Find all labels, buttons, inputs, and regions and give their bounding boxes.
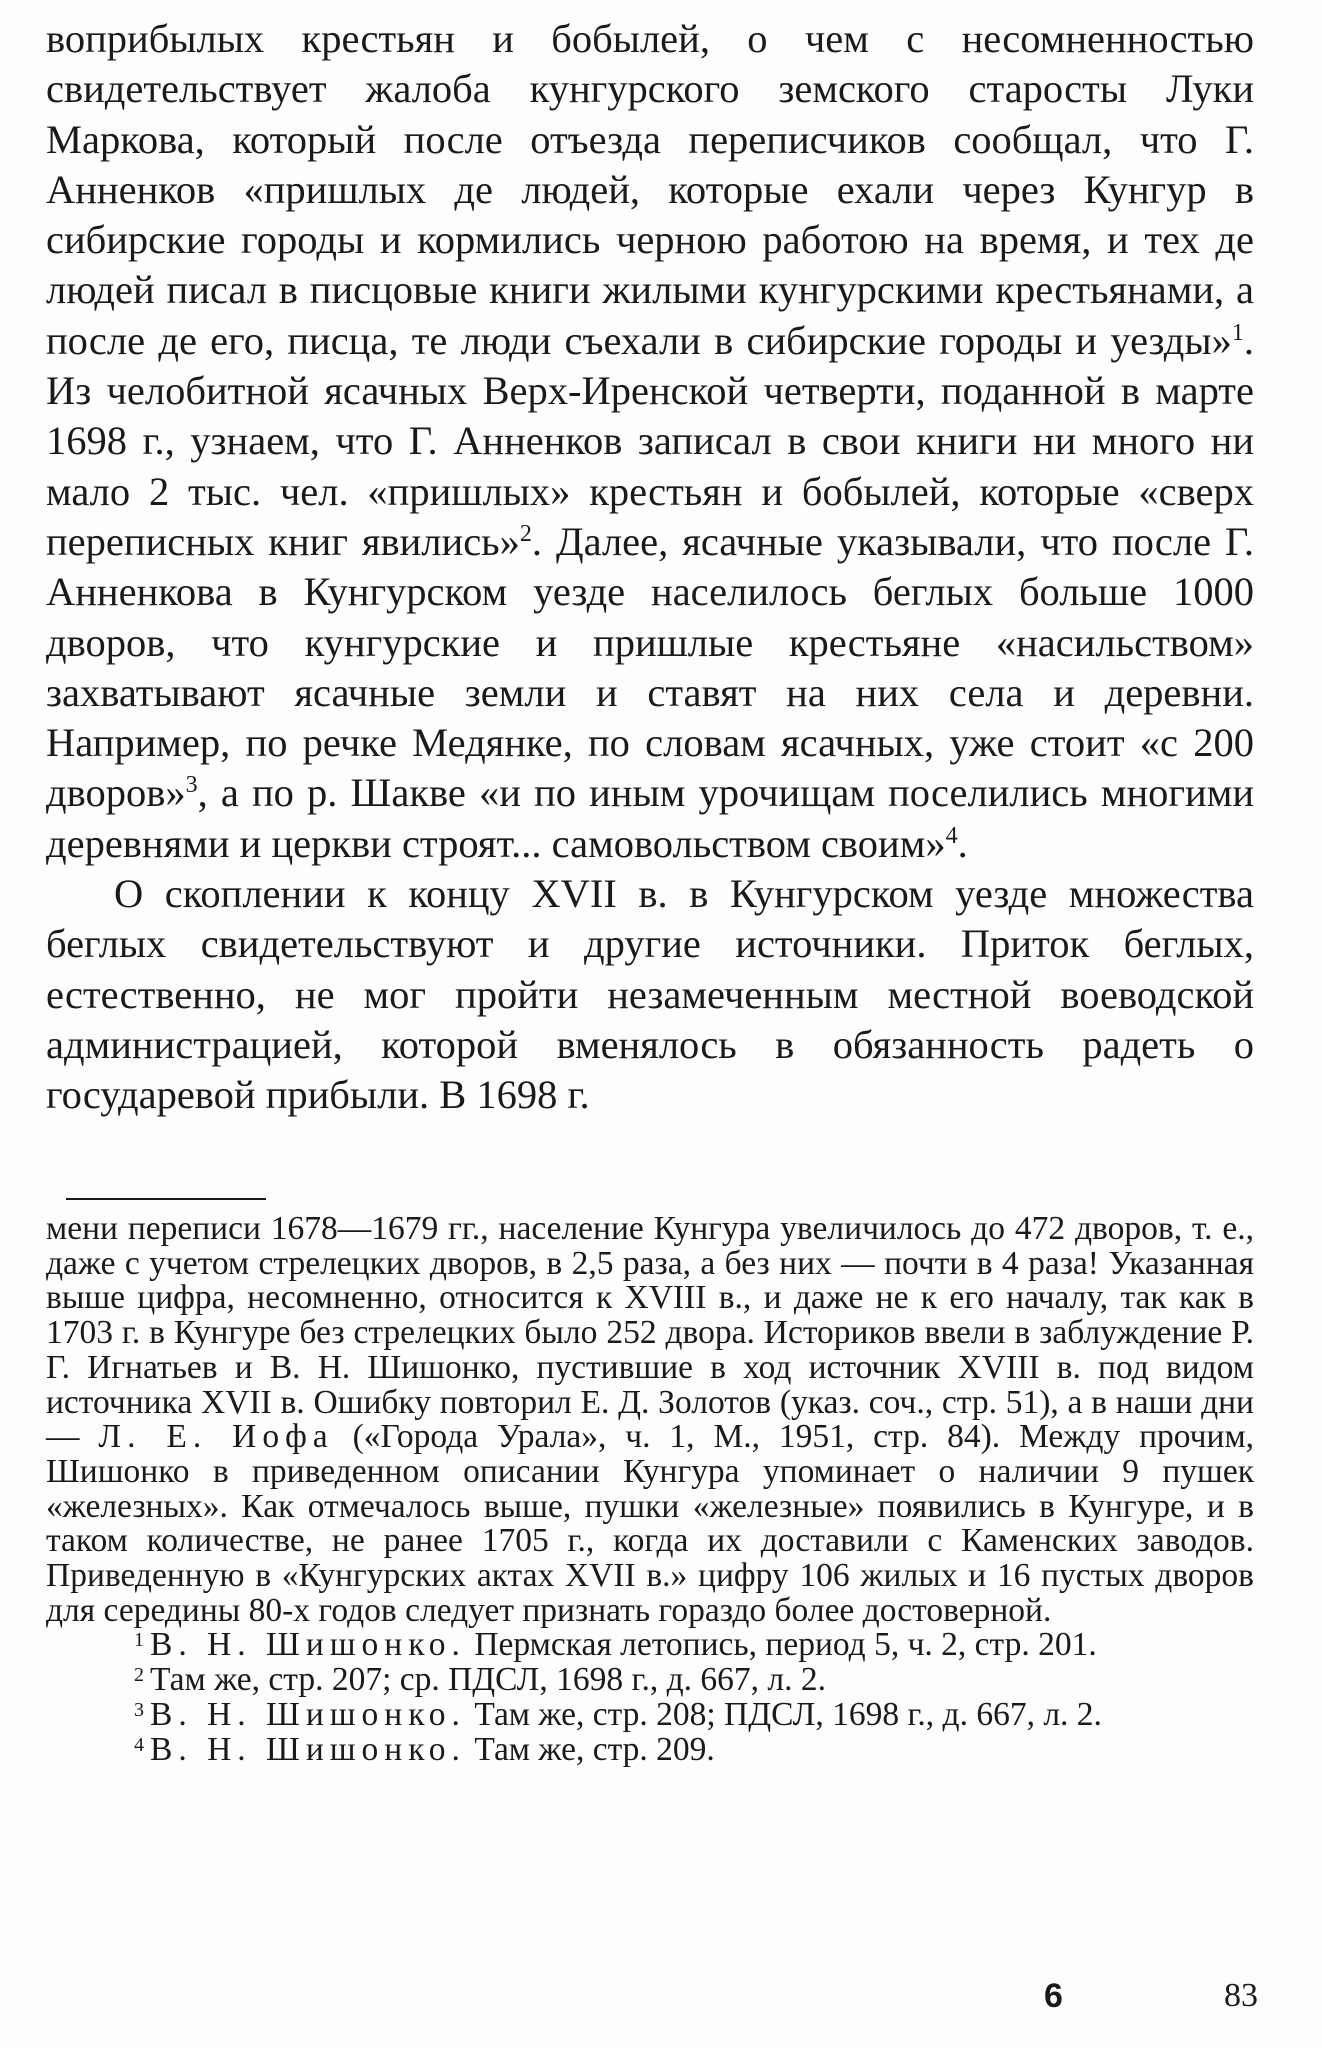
paragraph-2: О скоплении к концу XVII в. в Кунгурском уезде множества беглых свидетельствуют и другие источники. Приток беглых, естественно, не мог пройти незамеченным местной воеводской администрацией, которой вменялось в обязанность радеть о государевой прибыли. В 1698 г. (46, 871, 1254, 1118)
page-number: 83 (1224, 1977, 1258, 2014)
footnote-3-number: 3 (134, 1698, 144, 1721)
footnote-continuation-author: Л. Е. Иофа (98, 1418, 334, 1456)
footnote-4 (46, 1730, 1254, 1768)
paragraph-1 (46, 14, 1254, 869)
printer-signature-mark: 6 (1044, 1977, 1063, 2015)
footnote-continuation-part-b: («Города Урала», ч. 1, М., 1951, стр. 84). Между прочим, Шишонко в приведенном описании Кунгура упоминает о наличии 9 пушек «железных». Как отмечалось выше, пушки «железные» появились в Кунгуре, и в таком количестве, не ранее 1705 г., когда их доставили с Каменских заводов. Приведенную в «Кунгурских актах XVII в.» цифру 106 жилых и 16 пустых дворов для середины 80-х годов следует признать гораздо более достоверной. (46, 1418, 1255, 1629)
footnote-ref-3: 3 (185, 772, 198, 799)
footnote-1-text: Пермская летопись, период 5, ч. 2, стр. 201. (465, 1626, 1097, 1664)
footnote-ref-4: 4 (945, 822, 958, 849)
footnote-2-number: 2 (134, 1664, 144, 1687)
footnote-continuation-part-a: мени переписи 1678—1679 гг., население Кунгура увеличилось до 472 дворов, т. е., даже с учетом стрелецких дворов, в 2,5 раза, а без них — почти в 4 раза! Указанная выше цифра, несомненно, относится к XVIII в., и даже не к его началу, так как в 1703 г. в Кунгуре без стрелецких было 252 двора. Историков ввели в заблуждение Р. Г. Игнатьев и В. Н. Шишонко, пустившие в ход источник XVIII в. под видом источника XVII в. Ошибку повторил Е. Д. Золотов (указ. соч., стр. 51), а в наши дни — (46, 1210, 1254, 1456)
footnote-divider (66, 1198, 266, 1200)
footnote-4-number: 4 (134, 1733, 144, 1756)
footnote-4-text: Там же, стр. 209. (465, 1730, 715, 1768)
paragraph-1-part-e: . (957, 820, 968, 866)
footnote-ref-2: 2 (519, 520, 532, 547)
footnote-3-author: В. Н. Шишонко. (150, 1695, 466, 1733)
footnote-ref-1: 1 (1231, 319, 1244, 346)
paragraph-1-part-a: воприбылых крестьян и бобылей, о чем с несомненностью свидетельствует жалоба кунгурского земского старосты Луки Маркова, который после отъезда переписчиков сообщал, что Г. Анненков «пришлых де людей, которые ехали через Кунгур в сибирские городы и кормились черною работою на время, и тех де людей писал в писцовые книги жилыми кунгурскими крестьянами, а после де его, писца, те люди съехали в сибирские городы и уезды» (46, 16, 1254, 363)
footnote-2-text: Там же, стр. 207; ср. ПДСЛ, 1698 г., д. 667, л. 2. (150, 1661, 826, 1699)
main-text (46, 14, 1254, 1121)
footnote-3-text: Там же, стр. 208; ПДСЛ, 1698 г., д. 667, л. 2. (465, 1695, 1102, 1733)
footnote-1-number: 1 (134, 1629, 144, 1652)
footnote-1 (46, 1628, 1254, 1663)
footnote-3 (46, 1695, 1254, 1733)
footnote-1-author: В. Н. Шишонко. (150, 1626, 466, 1664)
paragraph-1-part-b: . Из челобитной ясачных Верх-Иренской четверти, поданной в марте 1698 г., узнаем, что Г. Анненков записал в свои книги ни много ни мало 2 тыс. чел. «пришлых» крестьян и бобылей, которые «сверх переписных книг явились» (46, 317, 1254, 564)
footnote-4-author: В. Н. Шишонко. (150, 1730, 466, 1768)
footnote-2 (46, 1663, 1254, 1698)
paragraph-1-part-d: , а по р. Шакве «и по иным урочищам поселились многими деревнями и церкви строят... самовольством своим» (46, 770, 1254, 866)
footnotes (46, 1212, 1254, 1767)
paragraph-1-part-c: . Далее, ясачные указывали, что после Г. Анненкова в Кунгурском уезде населилось беглых больше 1000 дворов, что кунгурские и пришлые крестьяне «насильством» захватывают ясачные земли и ставят на них села и деревни. Например, по речке Медянке, по словам ясачных, уже стоит «с 200 дворов» (46, 518, 1254, 816)
footnote-continuation (46, 1212, 1254, 1628)
